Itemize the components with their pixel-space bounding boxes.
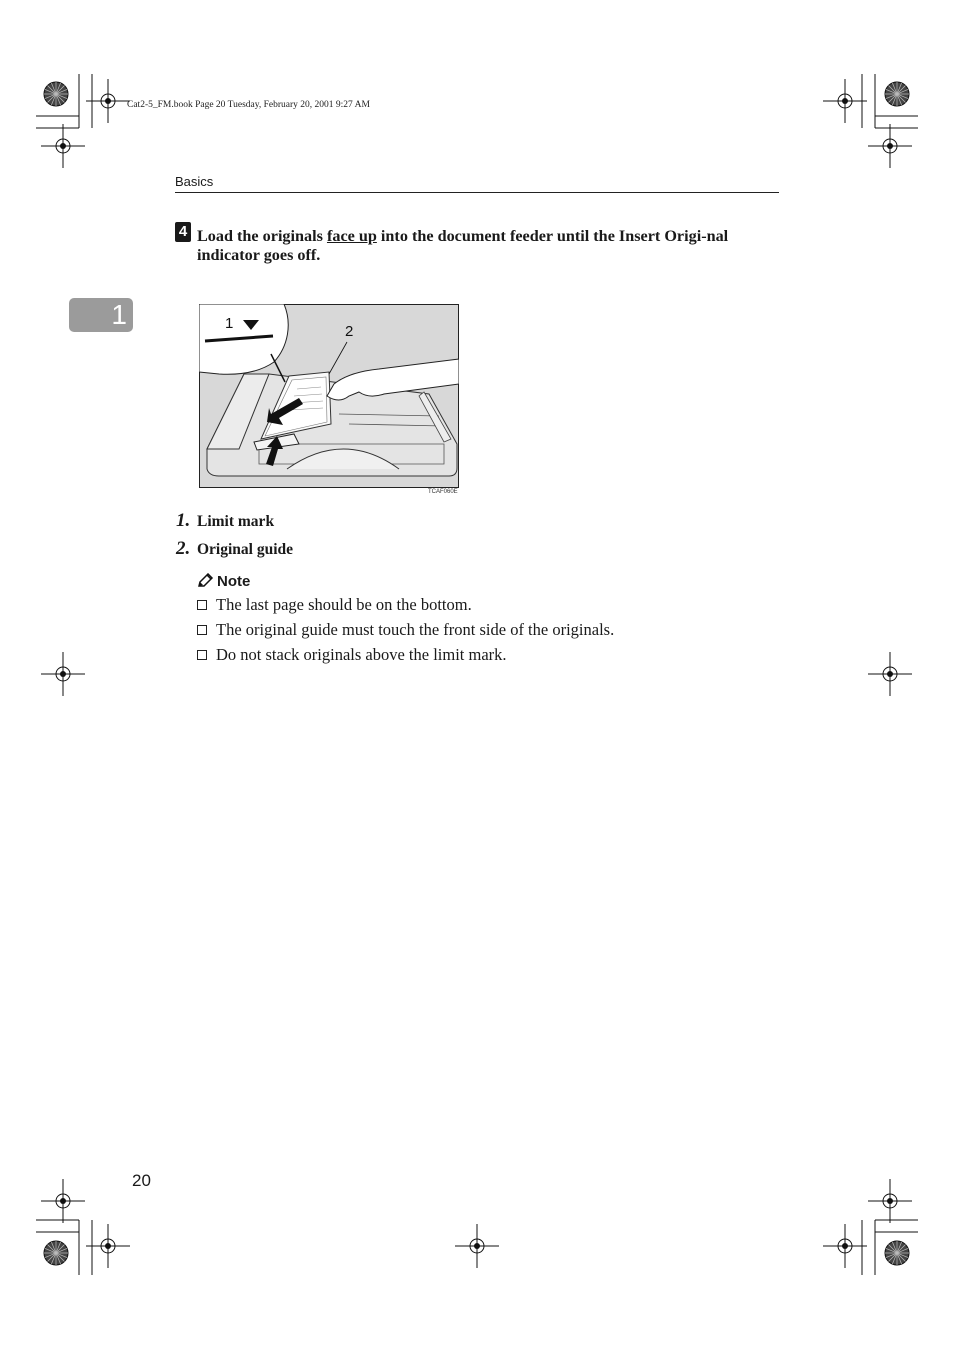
header-rule — [175, 192, 779, 193]
note-item-text: The original guide must touch the front side of the originals. — [216, 620, 615, 639]
note-item — [197, 620, 614, 640]
document-feeder-illustration — [199, 304, 459, 488]
callout-label-1: 1 — [225, 315, 234, 332]
callout-label: Original guide — [197, 541, 294, 558]
running-head: Basics — [175, 174, 214, 189]
color-wheel-tr — [885, 82, 909, 106]
checkbox-bullet-icon — [197, 625, 207, 635]
note-item-text: The last page should be on the bottom. — [216, 595, 472, 614]
registration-target-br2 — [823, 1224, 867, 1268]
registration-target-tl1 — [86, 79, 130, 123]
pencil-icon — [197, 573, 214, 588]
registration-target-bl1 — [41, 1179, 85, 1223]
page-number: 20 — [132, 1171, 151, 1190]
color-wheel-br — [885, 1241, 909, 1265]
callout-number: 2. — [176, 538, 191, 559]
registration-target-br1 — [868, 1179, 912, 1223]
registration-target-bl2 — [86, 1224, 130, 1268]
registration-target-tr1 — [823, 79, 867, 123]
callout-number: 1. — [176, 510, 191, 531]
registration-target-ml — [41, 652, 85, 696]
step-text-before: Load the originals — [197, 227, 327, 245]
checkbox-bullet-icon — [197, 600, 207, 610]
color-wheel-bl — [44, 1241, 68, 1265]
callout-label: Limit mark — [197, 513, 275, 530]
registration-target-tr2 — [868, 124, 912, 168]
step-instruction — [197, 227, 782, 265]
registration-target-mr — [868, 652, 912, 696]
step-text-underlined: face up — [326, 227, 377, 245]
color-wheel-tl — [44, 82, 68, 106]
callout-item — [176, 538, 293, 560]
checkbox-bullet-icon — [197, 650, 207, 660]
step-number-badge: 4 — [175, 222, 191, 242]
note-heading-label: Note — [217, 573, 251, 590]
note-heading — [197, 573, 250, 590]
callout-label-2: 2 — [345, 323, 354, 340]
note-item — [197, 645, 507, 665]
step-text-after: into the document feeder until the Insert Origi-nal indicator goes off. — [197, 227, 729, 264]
chapter-tab: 1 — [69, 298, 133, 332]
callout-item — [176, 510, 274, 532]
note-item — [197, 595, 472, 615]
registration-target-tl2 — [41, 124, 85, 168]
figure-code: TCAF060E — [428, 489, 458, 495]
registration-target-bc — [455, 1224, 499, 1268]
note-item-text: Do not stack originals above the limit mark. — [216, 645, 507, 664]
print-metadata: Cat2-5_FM.book Page 20 Tuesday, February 20, 2001 9:27 AM — [127, 100, 370, 110]
